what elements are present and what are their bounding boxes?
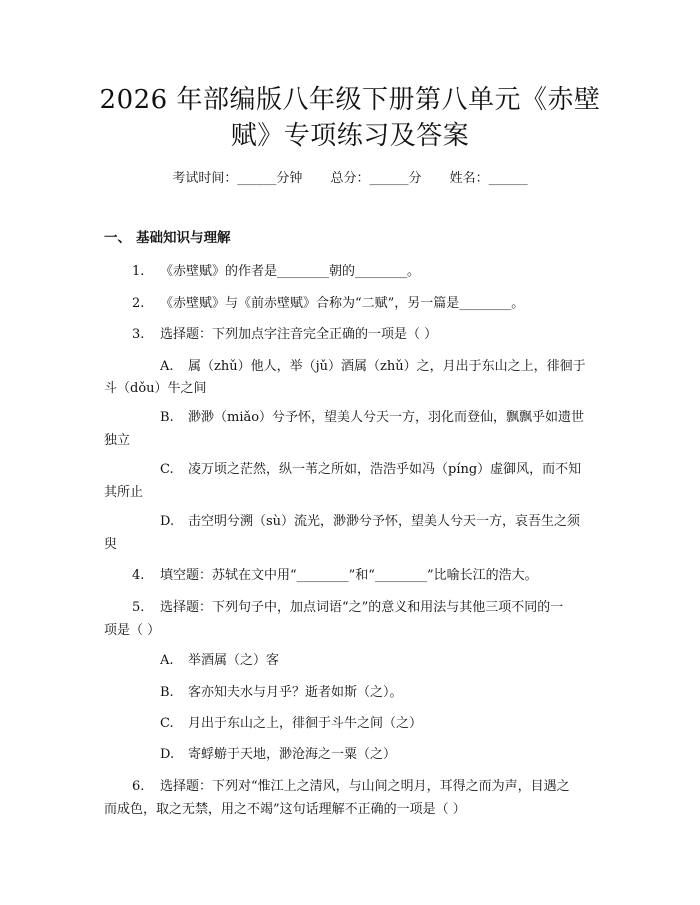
section-title: 基础知识与理解: [136, 230, 231, 246]
question-6: [132, 777, 570, 797]
option-label: C.: [160, 716, 174, 731]
exam-meta: [0, 170, 700, 188]
option-b-continuation: 独立: [104, 433, 131, 448]
total-score-field: 总分：______分: [330, 171, 422, 186]
option-label: B.: [160, 685, 174, 700]
option-b: [160, 683, 403, 703]
question-1: [132, 262, 420, 282]
option-c-continuation: 其所止: [104, 485, 144, 500]
option-text: 击空明兮溯（sù）流光，渺渺兮予怀，望美人兮天一方，哀吾生之须: [188, 514, 581, 529]
question-3: [132, 325, 437, 345]
option-a-continuation: 斗（dǒu）牛之间: [104, 381, 207, 396]
option-d: [160, 512, 580, 532]
question-text: 选择题：下列加点字注音完全正确的一项是（ ）: [160, 327, 438, 342]
question-number: 1.: [132, 264, 145, 279]
option-text: 月出于东山之上，徘徊于斗牛之间（之）: [188, 716, 423, 731]
option-d: [160, 745, 396, 765]
question-text: 《赤壁赋》与《前赤壁赋》合称为“二赋”，另一篇是________。: [160, 296, 525, 311]
option-b: [160, 408, 584, 428]
option-label: A.: [160, 359, 174, 374]
question-6-continuation: 而成色，取之无禁，用之不竭”这句话理解不正确的一项是（ ）: [104, 802, 466, 817]
option-text: 渺渺（miǎo）兮予怀，望美人兮天一方，羽化而登仙，飘飘乎如遗世: [188, 410, 585, 425]
option-label: A.: [160, 653, 174, 668]
option-text: 客亦知夫水与月乎？逝者如斯（之）。: [188, 685, 403, 700]
question-4: [132, 566, 538, 586]
question-5-continuation: 项是（ ）: [104, 623, 161, 638]
question-number: 2.: [132, 296, 145, 311]
question-text: 填空题：苏轼在文中用“________”和“________”比喻长江的浩大。: [160, 568, 538, 583]
document-title-line-1: 2026 年部编版八年级下册第八单元《赤壁: [99, 85, 601, 115]
question-number: 5.: [132, 600, 145, 615]
question-text: 选择题：下列句子中，加点词语“之”的意义和用法与其他三项不同的一: [160, 600, 564, 615]
option-label: D.: [160, 747, 175, 762]
option-a: [160, 357, 586, 377]
section-heading: [104, 228, 231, 248]
section-number: 一、: [104, 230, 131, 246]
option-c: [160, 460, 581, 480]
option-d-continuation: 臾: [104, 537, 118, 552]
option-text: 属（zhǔ）他人，举（jǔ）酒属（zhǔ）之，月出于东山之上，徘徊于: [188, 359, 586, 374]
option-label: B.: [160, 410, 174, 425]
question-number: 6.: [132, 779, 145, 794]
document-title-line-2: 赋》专项练习及答案: [230, 121, 470, 151]
option-label: C.: [160, 462, 174, 477]
exam-time-field: 考试时间：______分钟: [172, 171, 303, 186]
option-text: 举酒属（之）客: [188, 653, 280, 668]
student-name-field: 姓名：______: [449, 171, 528, 186]
option-a: [160, 651, 279, 671]
question-number: 3.: [132, 327, 145, 342]
question-text: 选择题：下列对“惟江上之清风，与山间之明月，耳得之而为声，目遇之: [160, 779, 570, 794]
question-2: [132, 294, 524, 314]
option-text: 凌万顷之茫然，纵一苇之所如，浩浩乎如冯（píng）虚御风，而不知: [188, 462, 582, 477]
option-text: 寄蜉蝣于天地，渺沧海之一粟（之）: [188, 747, 397, 762]
option-c: [160, 714, 422, 734]
question-number: 4.: [132, 568, 145, 583]
question-5: [132, 598, 563, 618]
question-text: 《赤壁赋》的作者是________朝的________。: [160, 264, 421, 279]
option-label: D.: [160, 514, 175, 529]
